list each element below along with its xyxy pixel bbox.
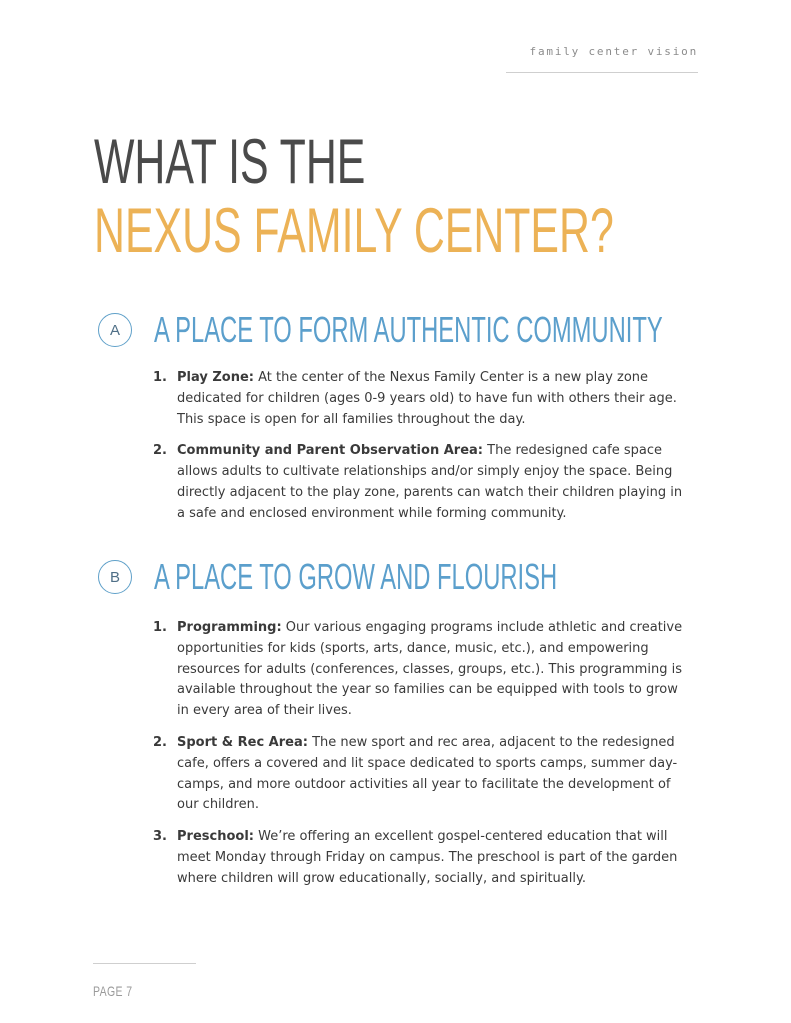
item-text: At the center of the Nexus Family Center is a new play zone dedicated for children (ages 0-9 years old) to have fun with others their age. This space is open for all families throughout the day. xyxy=(177,370,677,427)
item-text: We’re offering an excellent gospel-centered education that will meet Monday through Friday on campus. The preschool is part of the garden where children will grow educationally, socially, and spiritually. xyxy=(177,829,678,886)
section-b-badge: B xyxy=(98,560,132,594)
section-b-title: A PLACE TO GROW AND FLOURISH xyxy=(154,556,558,597)
running-header: family center vision xyxy=(529,45,698,58)
item-term: Preschool: xyxy=(177,829,254,845)
list-item xyxy=(153,618,693,722)
title-line-1: WHAT IS THE xyxy=(94,127,366,197)
item-term: Programming: xyxy=(177,620,282,635)
page-number: PAGE 7 xyxy=(93,983,133,999)
item-number: 1. xyxy=(153,620,167,635)
item-number: 3. xyxy=(153,829,167,845)
list-item xyxy=(153,368,693,430)
section-a-title: A PLACE TO FORM AUTHENTIC COMMUNITY xyxy=(154,309,663,350)
footer-rule xyxy=(93,963,196,964)
page-title xyxy=(94,128,614,266)
list-item xyxy=(153,827,693,889)
item-text: The redesigned cafe space allows adults to cultivate relationships and/or simply enjoy the space. Being directly adjacent to the play zone, parents can watch their children playing in a safe and enclosed environment while forming community. xyxy=(177,443,683,521)
section-a-badge: A xyxy=(98,313,132,347)
list-item xyxy=(153,441,693,524)
item-number: 1. xyxy=(153,370,167,385)
title-line-2: NEXUS FAMILY CENTER? xyxy=(94,196,614,266)
item-number: 2. xyxy=(153,443,167,459)
item-term: Play Zone: xyxy=(177,370,254,385)
item-text: The new sport and rec area, adjacent to the redesigned cafe, offers a covered and lit space dedicated to sports camps, summer day-camps, and more outdoor activities all year to facilitate the development of our children. xyxy=(177,734,678,813)
header-rule xyxy=(506,72,698,73)
section-a-list xyxy=(153,368,693,525)
list-item xyxy=(153,733,693,816)
item-term: Sport & Rec Area: xyxy=(177,734,308,750)
section-b-list xyxy=(153,618,693,890)
item-number: 2. xyxy=(153,734,167,750)
item-term: Community and Parent Observation Area: xyxy=(177,443,483,459)
item-text: Our various engaging programs include athletic and creative opportunities for kids (sports, arts, dance, music, etc.), and empowering resources for adults (conferences, classes, groups, etc.). This programming is available throughout the year so families can be equipped with tools to grow in every area of their lives. xyxy=(177,620,683,719)
